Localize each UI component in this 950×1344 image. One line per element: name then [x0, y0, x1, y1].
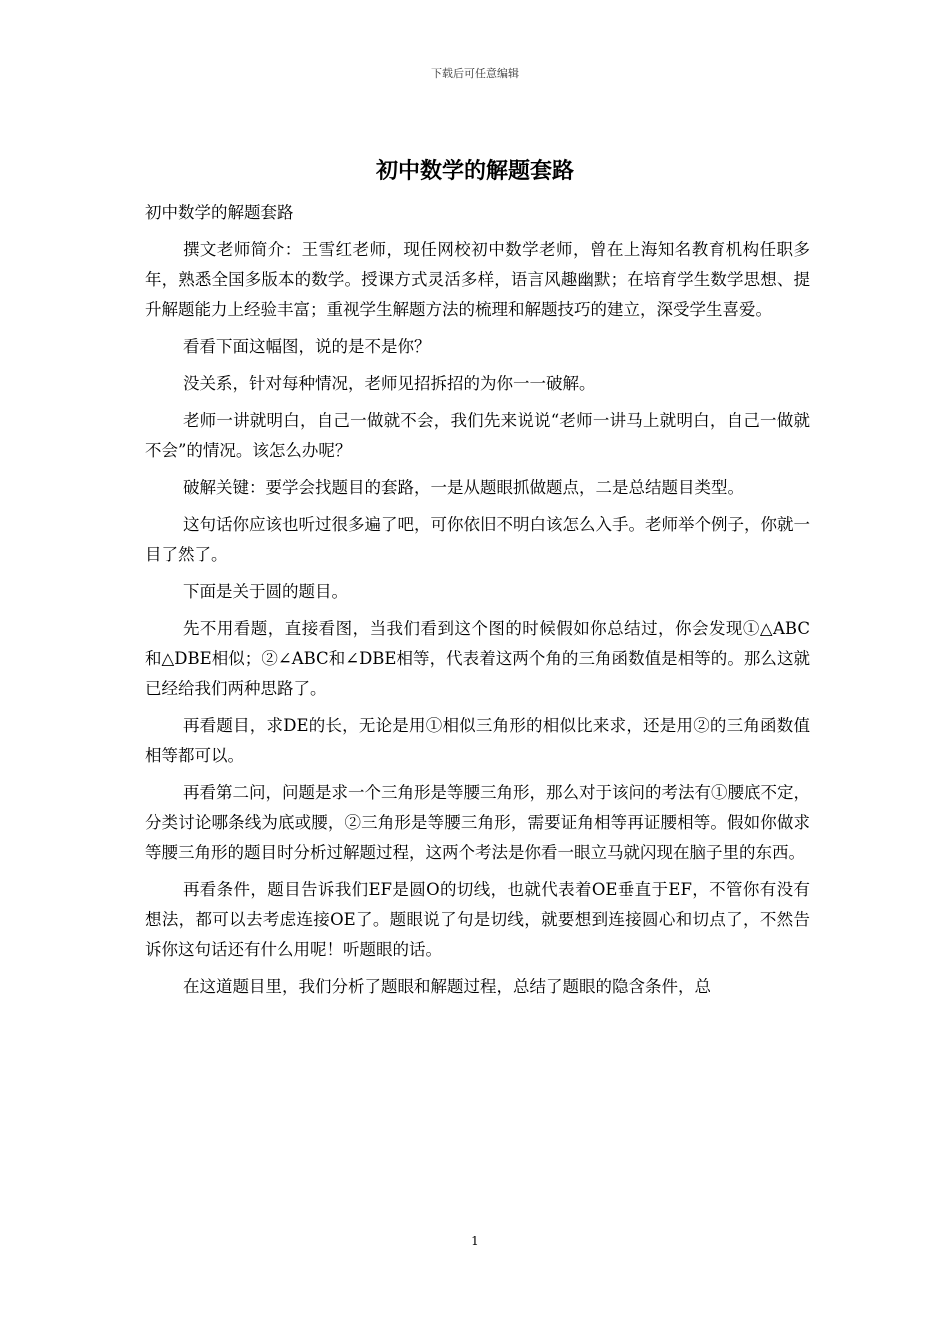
paragraph: 破解关键：要学会找题目的套路，一是从题眼抓做题点，二是总结题目类型。 [182, 478, 744, 497]
paragraph: 再看第二问，问题是求一个三角形是等腰三角形，那么对于该问的考法有①腰底不定，分类讨论哪条线为底或腰，②三角形是等腰三角形，需要证角相等再证腰相等。假如你做求等腰三角形的题目时分析过解题过程，这两个考法是你看一眼立马就闪现在脑子里的东西。 [145, 783, 810, 862]
paragraph: 再看题目，求DE的长，无论是用①相似三角形的相似比来求，还是用②的三角函数值相等都可以。 [145, 716, 810, 765]
page-number: 1 [471, 1234, 479, 1248]
document-body [145, 198, 810, 1009]
paragraph: 这句话你应该也听过很多遍了吧，可你依旧不明白该怎么入手。老师举个例子，你就一目了然了。 [145, 515, 810, 564]
paragraph: 看看下面这幅图，说的是不是你？ [182, 337, 431, 356]
document-subtitle: 初中数学的解题套路 [145, 203, 294, 222]
paragraph: 没关系，针对每种情况，老师见招拆招的为你一一破解。 [182, 374, 596, 393]
paragraph-author-intro: 撰文老师简介：王雪红老师，现任网校初中数学老师，曾在上海知名教育机构任职多年，熟悉全国多版本的数学。授课方式灵活多样，语言风趣幽默；在培育学生数学思想、提升解题能力上经验丰富；重视学生解题方法的梳理和解题技巧的建立，深受学生喜爱。 [145, 240, 810, 319]
paragraph: 老师一讲就明白，自己一做就不会，我们先来说说“老师一讲马上就明白，自己一做就不会”的情况。该怎么办呢？ [145, 411, 810, 460]
paragraph: 在这道题目里，我们分析了题眼和解题过程，总结了题眼的隐含条件，总 [182, 977, 711, 996]
paragraph: 下面是关于圆的题目。 [182, 582, 348, 601]
paragraph: 先不用看题，直接看图，当我们看到这个图的时候假如你总结过，你会发现①△ABC和△DBE相似；②∠ABC和∠DBE相等，代表着这两个角的三角函数值是相等的。那么这就已经给我们两种思路了。 [145, 619, 810, 698]
page-header-note: 下载后可任意编辑 [431, 67, 519, 80]
paragraph: 再看条件，题目告诉我们EF是圆O的切线，也就代表着OE垂直于EF，不管你有没有想法，都可以去考虑连接OE了。题眼说了句是切线，就要想到连接圆心和切点了，不然告诉你这句话还有什么用呢！听题眼的话。 [145, 880, 810, 959]
document-title: 初中数学的解题套路 [375, 158, 574, 184]
